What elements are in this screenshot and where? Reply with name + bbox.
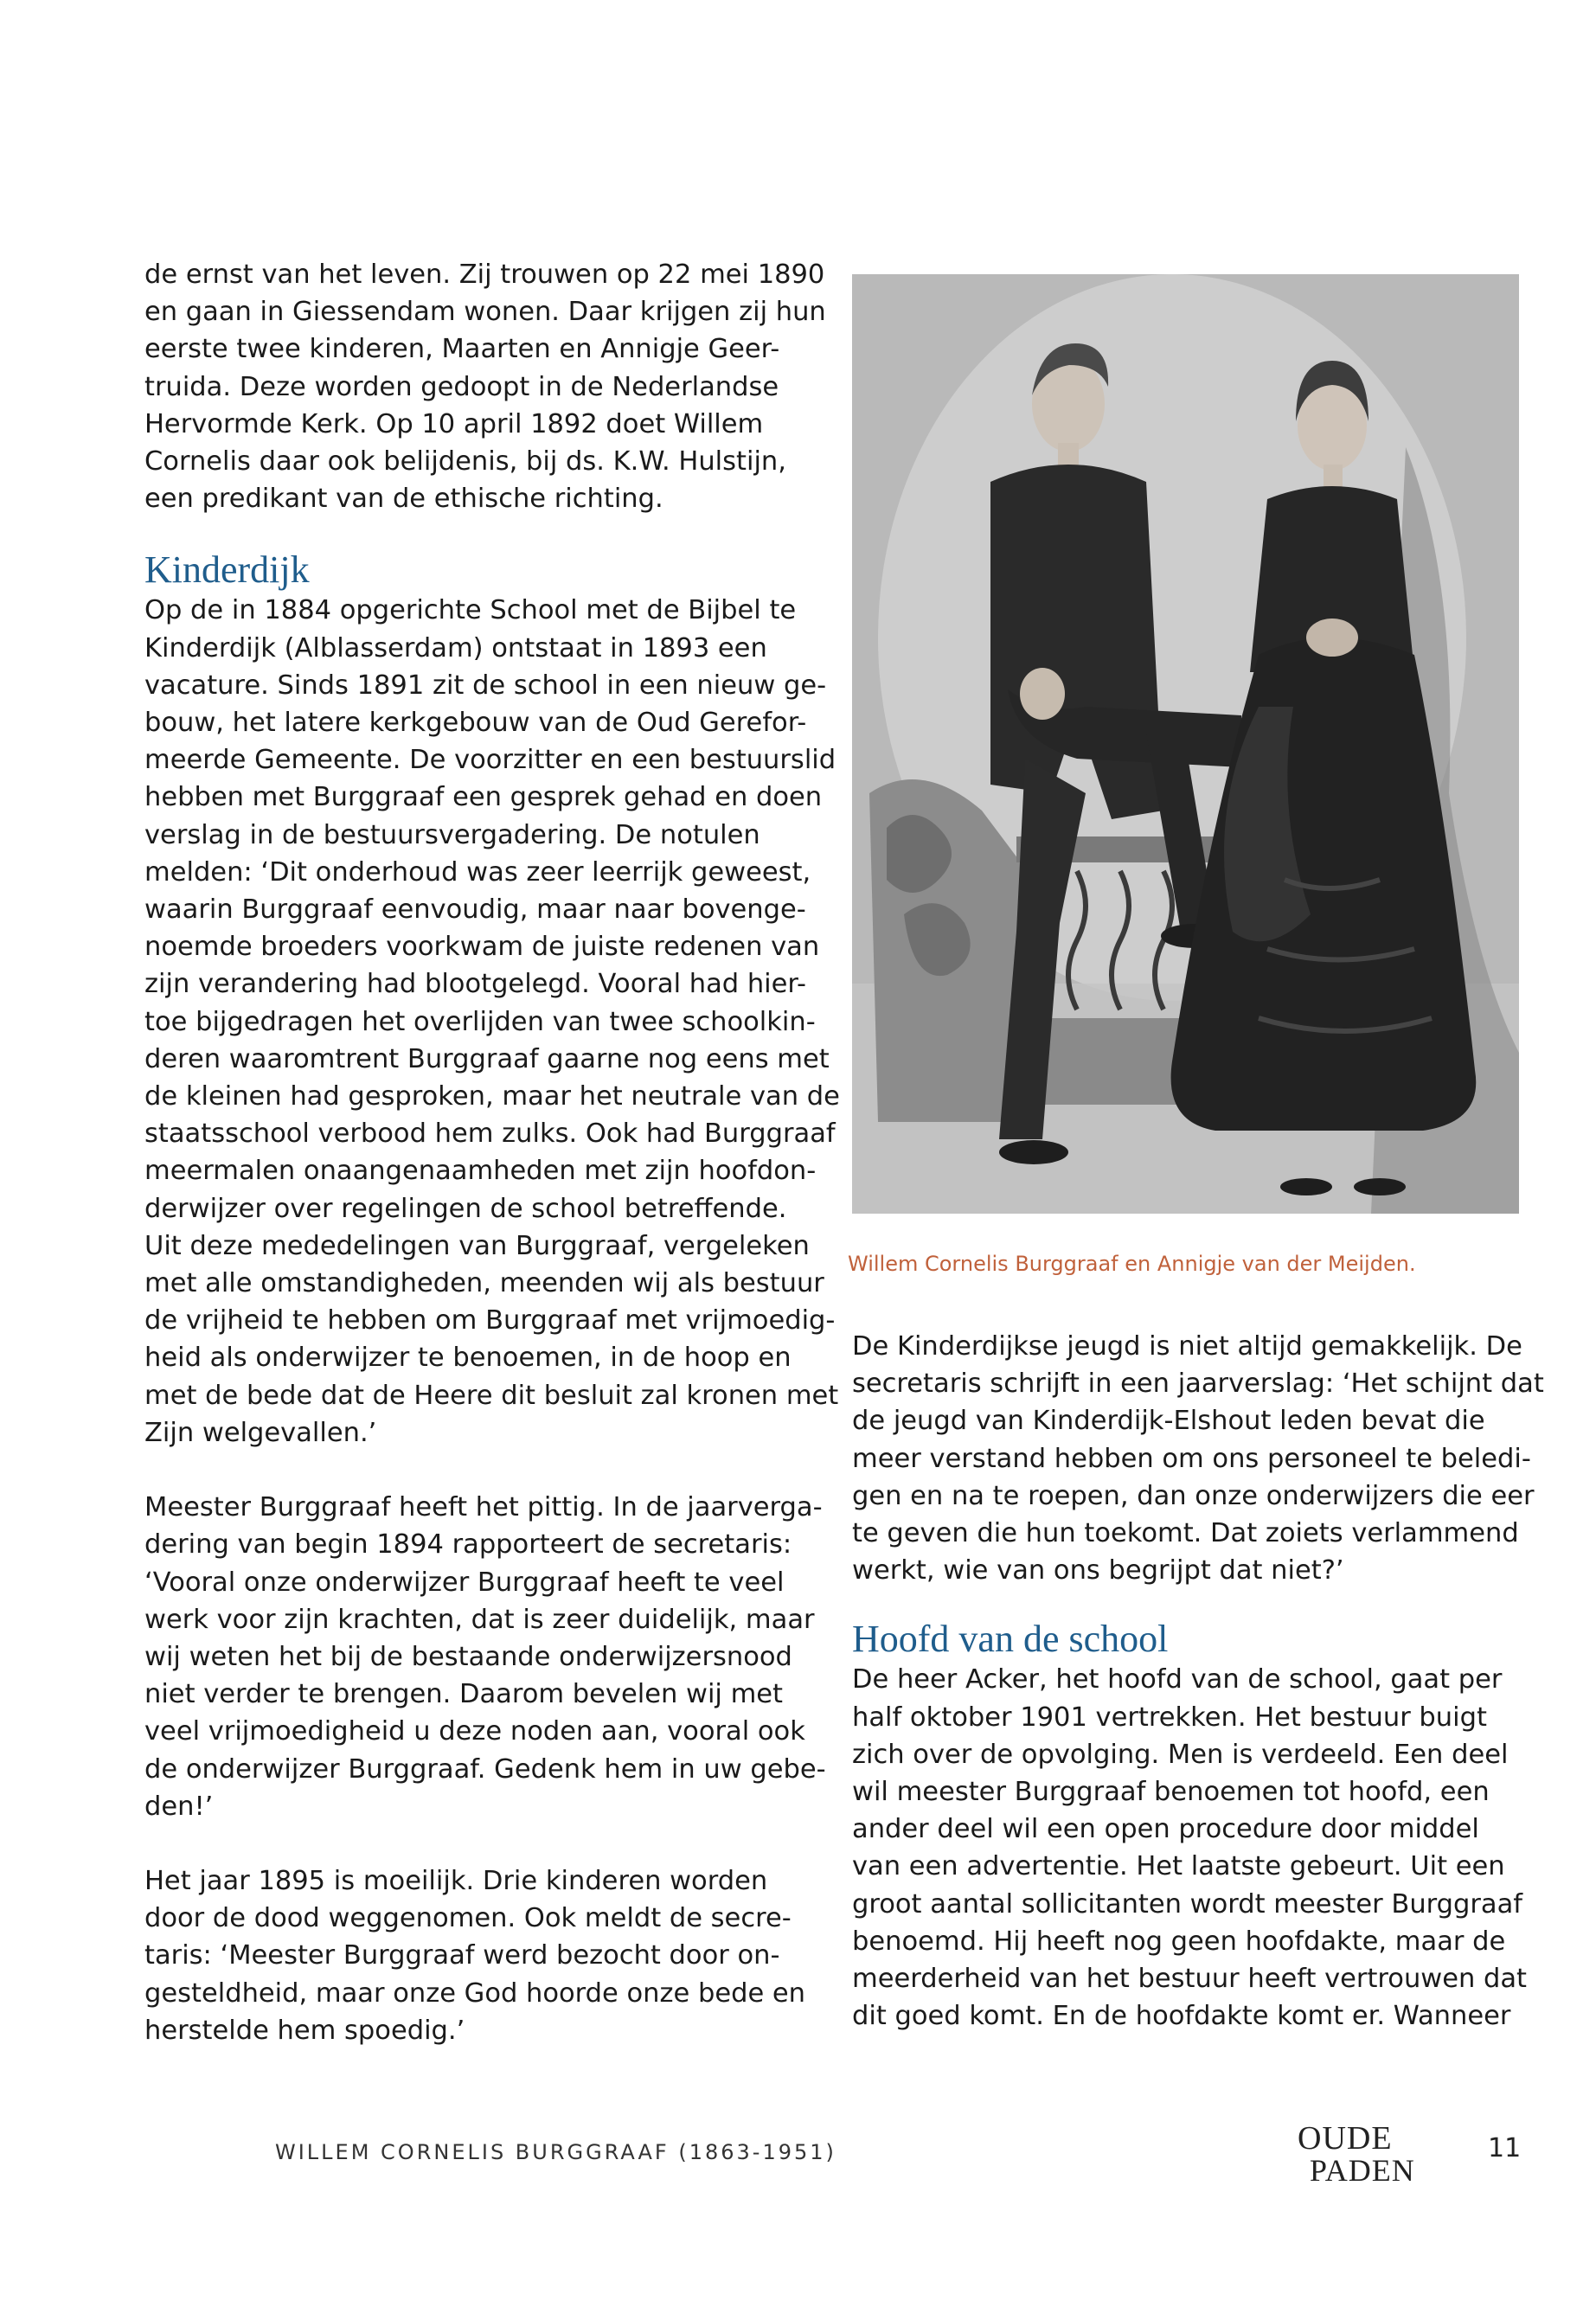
- section-heading-kinderdijk: Kinderdijk: [144, 548, 310, 592]
- text-line: zich over de opvolging. Men is verdeeld. Een deel: [852, 1739, 1509, 1770]
- photo-caption: Willem Cornelis Burggraaf en Annigje van der Meijden.: [848, 1252, 1416, 1276]
- text-line: wij weten het bij de bestaande onderwijzersnood: [144, 1641, 792, 1672]
- hoofd-paragraph: [852, 1661, 1528, 2035]
- text-line: gen en na te roepen, dan onze onderwijzers die eer: [852, 1480, 1535, 1511]
- text-line: werk voor zijn krachten, dat is zeer duidelijk, maar: [144, 1604, 815, 1635]
- left-column: [144, 256, 840, 2049]
- kinderdijk-paragraph: [144, 592, 840, 1452]
- text-line: zijn verandering had blootgelegd. Vooral had hier-: [144, 969, 807, 1000]
- text-line: heid als onderwijzer te benoemen, in de hoop en: [144, 1343, 792, 1374]
- text-line: meerderheid van het bestuur heeft vertrouwen dat: [852, 1964, 1528, 1995]
- text-line: secretaris schrijft in een jaarverslag: ‘Het schijnt dat: [852, 1368, 1544, 1400]
- portrait-photo: [852, 274, 1519, 1214]
- text-line: vacature. Sinds 1891 zit de school in een nieuw ge-: [144, 670, 827, 701]
- text-line: van een advertentie. Het laatste gebeurt. Uit een: [852, 1851, 1505, 1882]
- text-line: ‘Vooral onze onderwijzer Burggraaf heeft te veel: [144, 1567, 785, 1598]
- text-line: meermalen onaangenaamheden met zijn hoofdon-: [144, 1156, 817, 1187]
- text-line: groot aantal sollicitanten wordt meester Burggraaf: [852, 1888, 1523, 1920]
- text-line: niet verder te brengen. Daarom bevelen wij met: [144, 1679, 784, 1710]
- text-line: toe bijgedragen het overlijden van twee schoolkin-: [144, 1006, 816, 1037]
- text-line: werkt, wie van ons begrijpt dat niet?’: [852, 1555, 1344, 1586]
- text-line: Op de in 1884 opgerichte School met de Bijbel te: [144, 595, 797, 626]
- text-line: ander deel wil een open procedure door middel: [852, 1814, 1479, 1845]
- text-line: verslag in de bestuursvergadering. De notulen: [144, 819, 760, 850]
- jaar-1895-paragraph: [144, 1862, 819, 2049]
- text-line: de ernst van het leven. Zij trouwen op 22 mei 1890: [144, 260, 825, 290]
- jeugd-paragraph: [852, 1328, 1544, 1589]
- text-line: dit goed komt. En de hoofdakte komt er. Wanneer: [852, 2001, 1511, 2032]
- text-line: derwijzer over regelingen de school betreffende.: [144, 1193, 787, 1224]
- text-line: De heer Acker, het hoofd van de school, gaat per: [852, 1664, 1503, 1695]
- text-line: met de bede dat de Heere dit besluit zal kronen met: [144, 1380, 839, 1411]
- text-line: dering van begin 1894 rapporteert de secretaris:: [144, 1529, 792, 1561]
- logo-line-paden: PADEN: [1310, 2153, 1415, 2188]
- text-line: De Kinderdijkse jeugd is niet altijd gemakkelijk. De: [852, 1331, 1522, 1362]
- text-line: de onderwijzer Burggraaf. Gedenk hem in uw gebe-: [144, 1753, 826, 1785]
- text-line: waarin Burggraaf eenvoudig, maar naar bovenge-: [144, 894, 806, 926]
- text-line: deren waaromtrent Burggraaf gaarne nog eens met: [144, 1043, 830, 1074]
- text-line: melden: ‘Dit onderhoud was zeer leerrijk geweest,: [144, 856, 811, 888]
- text-line: Hervormde Kerk. Op 10 april 1892 doet Willem: [144, 408, 764, 439]
- text-line: een predikant van de ethische richting.: [144, 484, 663, 515]
- section-heading-hoofd-van-de-school: Hoofd van de school: [852, 1618, 1169, 1661]
- text-line: benoemd. Hij heeft nog geen hoofdakte, maar de: [852, 1926, 1506, 1957]
- text-line: eerste twee kinderen, Maarten en Annigje Geer-: [144, 334, 780, 365]
- text-line: Meester Burggraaf heeft het pittig. In de jaarverga-: [144, 1492, 823, 1523]
- jaarvergadering-paragraph: [144, 1489, 826, 1825]
- text-line: noemde broeders voorkwam de juiste redenen van: [144, 932, 820, 963]
- page-number: 11: [1488, 2133, 1522, 2163]
- text-line: truida. Deze worden gedoopt in de Nederlandse: [144, 371, 779, 402]
- right-column: [852, 1328, 1544, 2035]
- running-title: WILLEM CORNELIS BURGGRAAF (1863-1951): [275, 2140, 836, 2164]
- text-line: bouw, het latere kerkgebouw van de Oud Gerefor-: [144, 708, 807, 739]
- text-line: Uit deze mededelingen van Burggraaf, vergeleken: [144, 1230, 810, 1261]
- text-line: de kleinen had gesproken, maar het neutrale van de: [144, 1081, 840, 1112]
- text-line: Kinderdijk (Alblasserdam) ontstaat in 1893 een: [144, 632, 767, 663]
- text-line: taris: ‘Meester Burggraaf werd bezocht door on-: [144, 1940, 780, 1971]
- text-line: de vrijheid te hebben om Burggraaf met vrijmoedig-: [144, 1305, 836, 1336]
- text-line: gesteldheid, maar onze God hoorde onze bede en: [144, 1977, 806, 2009]
- text-line: en gaan in Giessendam wonen. Daar krijgen zij hun: [144, 297, 826, 328]
- text-line: veel vrijmoedigheid u deze noden aan, vooral ook: [144, 1716, 805, 1747]
- text-line: meer verstand hebben om ons personeel te beledi-: [852, 1443, 1531, 1474]
- text-line: Zijn welgevallen.’: [144, 1417, 377, 1448]
- text-line: half oktober 1901 vertrekken. Het bestuur buigt: [852, 1702, 1487, 1733]
- oude-paden-logo: [1298, 2119, 1436, 2197]
- text-line: staatsschool verbood hem zulks. Ook had Burggraaf: [144, 1118, 836, 1150]
- text-line: te geven die hun toekomt. Dat zoiets verlammend: [852, 1518, 1519, 1549]
- text-line: wil meester Burggraaf benoemen tot hoofd, een: [852, 1777, 1490, 1808]
- text-line: de jeugd van Kinderdijk-Elshout leden bevat die: [852, 1406, 1485, 1437]
- text-line: Cornelis daar ook belijdenis, bij ds. K.W. Hulstijn,: [144, 446, 786, 478]
- text-line: Het jaar 1895 is moeilijk. Drie kinderen worden: [144, 1865, 768, 1896]
- logo-line-oude: OUDE: [1298, 2120, 1393, 2157]
- text-line: meerde Gemeente. De voorzitter en een bestuurslid: [144, 745, 836, 776]
- text-line: den!’: [144, 1791, 214, 1822]
- text-line: door de dood weggenomen. Ook meldt de secre-: [144, 1903, 792, 1934]
- portrait-illustration: [852, 274, 1519, 1214]
- text-line: hebben met Burggraaf een gesprek gehad en doen: [144, 782, 823, 813]
- text-line: herstelde hem spoedig.’: [144, 2015, 465, 2046]
- text-line: met alle omstandigheden, meenden wij als bestuur: [144, 1268, 824, 1299]
- intro-paragraph: [144, 256, 826, 517]
